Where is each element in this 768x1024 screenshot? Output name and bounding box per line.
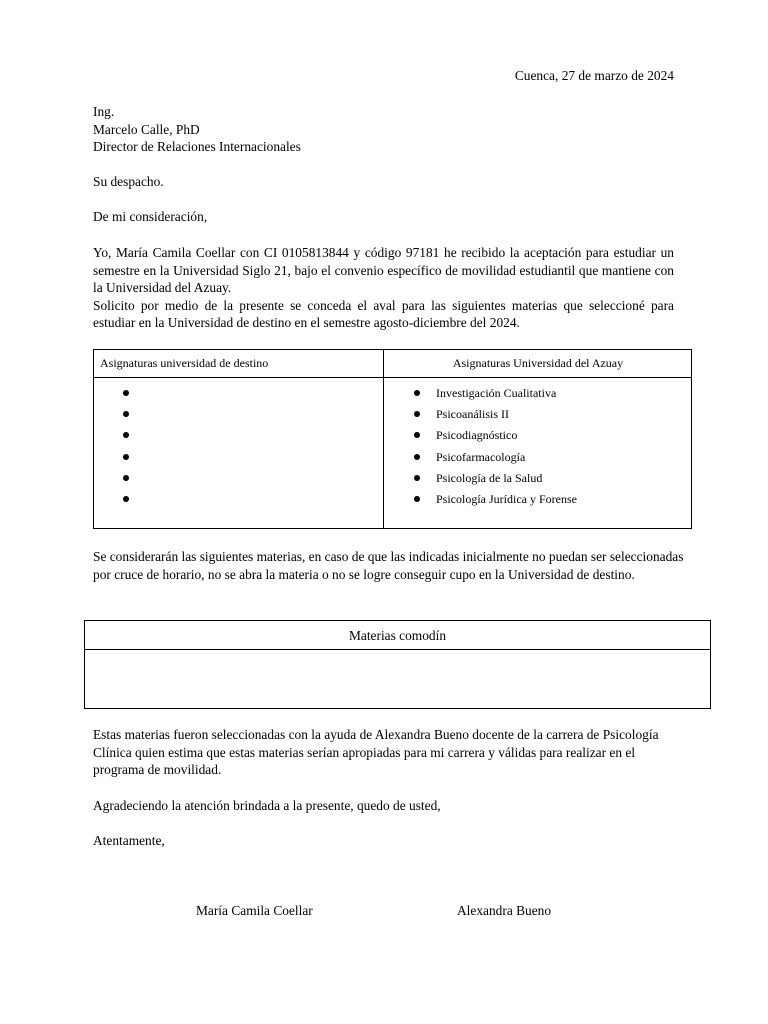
table-header-divider — [94, 377, 691, 378]
subject-name: Investigación Cualitativa — [436, 386, 557, 400]
body-paragraph-acceptance: Yo, María Camila Coellar con CI 0105813844 y código 97181 he recibido la aceptación para estudiar un semestre en la Universidad Siglo 21, bajo el convenio específico de movilidad estudiantil que mantiene con la Universidad del Azuay. — [93, 245, 674, 295]
bullet-icon — [414, 454, 420, 460]
bullet-icon — [123, 496, 129, 502]
header-wildcard-subjects: Materias comodín — [348, 628, 447, 643]
signature-student: María Camila Coellar — [196, 903, 313, 918]
subject-name: Psicofarmacología — [436, 449, 526, 464]
bullet-icon — [123, 390, 129, 396]
header-destination-subjects: Asignaturas universidad de destino — [100, 356, 269, 370]
bullet-icon — [414, 496, 420, 502]
advisor-paragraph: Estas materias fueron seleccionadas con la ayuda de Alexandra Bueno docente de la carrera de Psicología Clínica quien estima que estas materias serían apropiadas para mi carrera y válidas para realizar en el programa de movilidad. — [93, 727, 659, 777]
subjects-table — [93, 349, 692, 529]
recipient-name: Marcelo Calle, PhD — [93, 121, 200, 137]
bullet-icon — [123, 432, 129, 438]
greeting-consideracion: De mi consideración, — [93, 209, 208, 224]
bullet-icon — [414, 390, 420, 396]
bullet-icon — [123, 475, 129, 481]
sign-off: Atentamente, — [93, 833, 165, 848]
bullet-icon — [414, 432, 420, 438]
bullet-icon — [123, 454, 129, 460]
bullet-icon — [414, 475, 420, 481]
date-line: Cuenca, 27 de marzo de 2024 — [514, 68, 674, 83]
body-paragraph-request: Solicito por medio de la presente se conceda el aval para las siguientes materias que seleccioné para estudiar en la Universidad de destino en el semestre agosto-diciembre del 2024. — [93, 297, 674, 330]
recipient-position: Director de Relaciones Internacionales — [93, 139, 301, 154]
alternate-subjects-paragraph: Se considerarán las siguientes materias, en caso de que las indicadas inicialmente no puedan ser seleccionadas por cruce de horario, no se abra la materia o no se logre conseguir cupo en la Universidad de destino. — [93, 549, 684, 582]
recipient-block — [93, 103, 301, 156]
closing-line: Agradeciendo la atención brindada a la presente, quedo de usted, — [93, 798, 441, 813]
subject-name: Psicología de la Salud — [436, 470, 543, 485]
subject-name: Psicología Jurídica y Forense — [436, 491, 577, 506]
greeting-despacho: Su despacho. — [93, 174, 164, 189]
bullet-icon — [123, 411, 129, 417]
wildcard-subjects-table — [84, 620, 711, 709]
header-azuay-subjects: Asignaturas Universidad del Azuay — [452, 356, 624, 370]
body-paragraphs — [93, 244, 674, 332]
table-header-divider — [85, 649, 710, 650]
subject-name: Psicodiagnóstico — [436, 428, 518, 443]
bullet-icon — [414, 411, 420, 417]
signature-teacher: Alexandra Bueno — [457, 903, 552, 918]
recipient-title: Ing. — [93, 104, 115, 119]
subject-name: Psicoanálisis II — [436, 407, 509, 422]
